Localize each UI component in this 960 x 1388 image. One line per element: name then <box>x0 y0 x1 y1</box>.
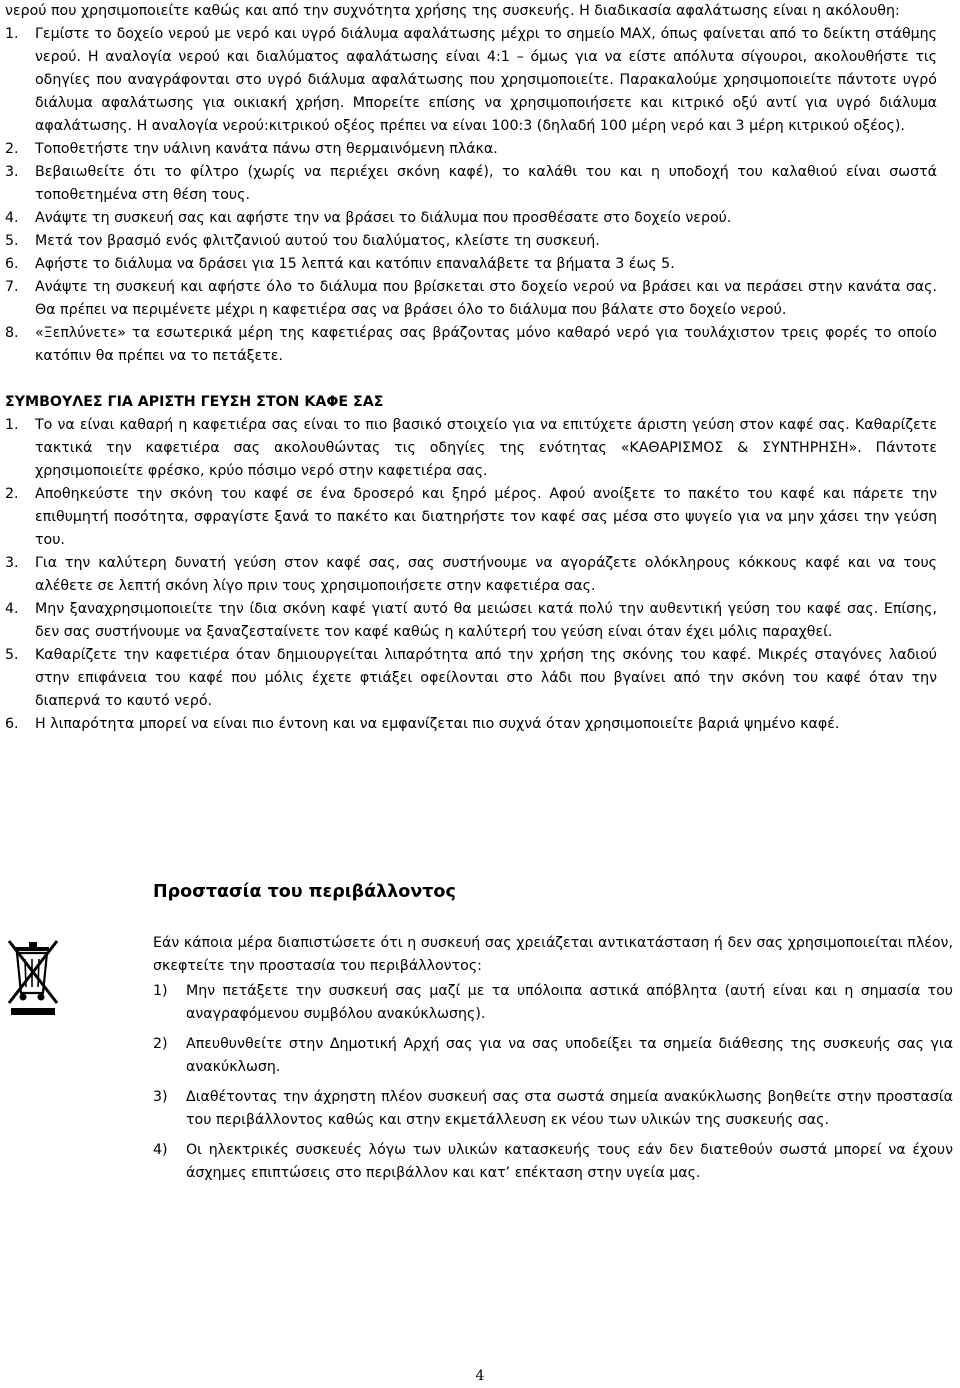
tip-item-text: Η λιπαρότητα μπορεί να είναι πιο έντονη και να εμφανίζεται πιο συχνά όταν χρησιμοποιείτε βαριά ψημένο καφέ. <box>35 716 840 732</box>
tip-item <box>5 598 937 644</box>
descaling-step-text: Μετά τον βρασμό ενός φλιτζανιού αυτού του διαλύματος, κλείστε τη συσκευή. <box>35 233 600 249</box>
environment-title: Προστασία του περιβάλλοντος <box>153 882 456 902</box>
tip-item <box>5 644 937 713</box>
tip-item-number: 5. <box>5 647 19 663</box>
descaling-step <box>5 138 937 161</box>
tip-item <box>5 414 937 483</box>
descaling-steps-list <box>5 23 937 368</box>
tip-item-number: 6. <box>5 716 19 732</box>
tip-item-text: Καθαρίζετε την καφετιέρα όταν δημιουργείται λιπαρότητα από την χρήση της σκόνης του καφέ. Μικρές σταγόνες λαδιού στην επιφάνεια του καφέ που μόλις έχετε φτιάξει οφείλονται στο λάδι που βγαίνει από την σκόνη του καφέ όταν την διαπερνά το καυτό νερό. <box>35 647 937 709</box>
document-page <box>5 0 937 736</box>
descaling-step-text: «Ξεπλύνετε» τα εσωτερικά μέρη της καφετιέρας σας βράζοντας μόνο καθαρό νερό για τουλάχιστον τρεις φορές το οποίο κατόπιν θα πρέπει να το πετάξετε. <box>35 325 937 364</box>
descaling-step <box>5 230 937 253</box>
descaling-step-number: 4. <box>5 210 19 226</box>
tip-item-number: 1. <box>5 417 19 433</box>
environment-intro: Εάν κάποια μέρα διαπιστώσετε ότι η συσκευή σας χρειάζεται αντικατάσταση ή δεν σας χρησιμοποιείται πλέον, σκεφτείτε την προστασία του περιβάλλοντος: <box>153 935 953 974</box>
page-number: 4 <box>475 1368 485 1384</box>
environment-item-text: Μην πετάξετε την συσκευή σας μαζί με τα υπόλοιπα αστικά απόβλητα (αυτή είναι και η σημασία του αναγραφόμενου συμβόλου ανακύκλωσης). <box>186 983 953 1022</box>
descaling-step <box>5 23 937 138</box>
descaling-step <box>5 276 937 322</box>
descaling-step-number: 2. <box>5 141 19 157</box>
tip-item-number: 2. <box>5 486 19 502</box>
descaling-step <box>5 161 937 207</box>
descaling-step <box>5 207 937 230</box>
descaling-step-text: Ανάψτε τη συσκευή σας και αφήστε την να βράσει το διάλυμα που προσθέσατε στο δοχείο νερού. <box>35 210 732 226</box>
descaling-step <box>5 253 937 276</box>
tip-item-text: Το να είναι καθαρή η καφετιέρα σας είναι το πιο βασικό στοιχείο για να επιτύχετε άριστη γεύση στον καφέ σας. Καθαρίζετε τακτικά την καφετιέρα σας ακολουθώντας τις οδηγίες της ενότητας «ΚΑΘΑΡΙΣΜΟΣ & ΣΥΝΤΗΡΗΣΗ». Πάντοτε χρησιμοποιείτε φρέσκο, κρύο πόσιμο νερό στην καφετιέρα σας. <box>35 417 937 479</box>
environment-item <box>153 980 953 1026</box>
tip-item-text: Αποθηκεύστε την σκόνη του καφέ σε ένα δροσερό και ξηρό μέρος. Αφού ανοίξετε το πακέτο του καφέ και πάρετε την επιθυμητή ποσότητα, σφραγίστε ξανά το πακέτο και διατηρήστε τον καφέ σας μέσα στο ψυγείο για να μην χάσει την γεύση του. <box>35 486 937 548</box>
descaling-step-number: 6. <box>5 256 19 272</box>
intro-paragraph: νερού που χρησιμοποιείτε καθώς και από την συχνότητα χρήσης της συσκευής. Η διαδικασία αφαλάτωσης είναι η ακόλουθη: <box>5 3 900 19</box>
environment-body <box>153 932 953 1185</box>
tip-item-number: 4. <box>5 601 19 617</box>
descaling-step <box>5 322 937 368</box>
environment-item-text: Οι ηλεκτρικές συσκευές λόγω των υλικών κατασκευής τους εάν δεν διατεθούν σωστά μπορεί να έχουν άσχημες επιπτώσεις στο περιβάλλον και κατ’ επέκταση στην υγεία μας. <box>186 1142 953 1181</box>
tip-item <box>5 713 937 736</box>
descaling-step-text: Βεβαιωθείτε ότι το φίλτρο (χωρίς να περιέχει σκόνη καφέ), το καλάθι του και η υποδοχή του καλαθιού είναι σωστά τοποθετημένα στη θέση τους. <box>35 164 937 203</box>
environment-item <box>153 1139 953 1185</box>
descaling-step-number: 8. <box>5 325 19 341</box>
tip-item <box>5 483 937 552</box>
environment-item-text: Απευθυνθείτε στην Δημοτική Αρχή σας για να σας υποδείξει τα σημεία διάθεσης της συσκευής σας για ανακύκλωση. <box>186 1036 953 1075</box>
descaling-step-number: 7. <box>5 279 19 295</box>
environment-list <box>153 980 953 1185</box>
environment-item-number: 2) <box>153 1036 168 1052</box>
environment-item <box>153 1086 953 1132</box>
descaling-step-text: Τοποθετήστε την υάλινη κανάτα πάνω στη θερμαινόμενη πλάκα. <box>35 141 498 157</box>
environment-item-number: 1) <box>153 983 168 999</box>
environment-item-text: Διαθέτοντας την άχρηστη πλέον συσκευή σας στα σωστά σημεία ανακύκλωσης βοηθείτε στην προστασία του περιβάλλοντος καθώς και στην εκμετάλλευση εκ νέου των υλικών της συσκευής σας. <box>186 1089 953 1128</box>
tip-item-text: Για την καλύτερη δυνατή γεύση στον καφέ σας, σας συστήνουμε να αγοράζετε ολόκληρους κόκκους καφέ και να τους αλέθετε σε λεπτή σκόνη λίγο πριν τους χρησιμοποιήσετε στην καφετιέρα σας. <box>35 555 937 594</box>
descaling-step-number: 5. <box>5 233 19 249</box>
descaling-step-number: 1. <box>5 26 19 42</box>
tips-list <box>5 414 937 736</box>
tips-heading: ΣΥΜΒΟΥΛΕΣ ΓΙΑ ΑΡΙΣΤΗ ΓΕΥΣΗ ΣΤΟΝ ΚΑΦΕ ΣΑΣ <box>5 394 384 410</box>
descaling-step-text: Ανάψτε τη συσκευή και αφήστε όλο το διάλυμα που βρίσκεται στο δοχείο νερού να βράσει και να περάσει στην κανάτα σας. Θα πρέπει να περιμένετε μέχρι η καφετιέρα σας να βράσει όλο το διάλυμα που βάλατε στο δοχείο νερού. <box>35 279 937 318</box>
environment-item-number: 4) <box>153 1142 168 1158</box>
tip-item-number: 3. <box>5 555 19 571</box>
tip-item <box>5 552 937 598</box>
descaling-step-number: 3. <box>5 164 19 180</box>
descaling-step-text: Αφήστε το διάλυμα να δράσει για 15 λεπτά και κατόπιν επαναλάβετε τα βήματα 3 έως 5. <box>35 256 675 272</box>
environment-item-number: 3) <box>153 1089 168 1105</box>
descaling-step-text: Γεμίστε το δοχείο νερού με νερό και υγρό διάλυμα αφαλάτωσης μέχρι το σημείο MAX, όπως φαίνεται από το δείκτη στάθμης νερού. Η αναλογία νερού και διαλύματος αφαλάτωσης είναι 4:1 – όμως για να είστε απόλυτα σίγουροι, ακολουθήστε τις οδηγίες που αναγράφονται στο υγρό διάλυμα αφαλάτωσης που χρησιμοποιείτε. Παρακαλούμε χρησιμοποιείτε πάντοτε υγρό διάλυμα αφαλάτωσης για οικιακή χρήση. Μπορείτε επίσης να χρησιμοποιήσετε και κιτρικό οξύ αντί για υγρό διάλυμα αφαλάτωσης. Η αναλογία νερού:κιτρικού οξέος πρέπει να είναι 100:3 (δηλαδή 100 μέρη νερό και 3 μέρη κιτρικού οξέος). <box>35 26 937 134</box>
crossed-out-wheelie-bin-icon <box>5 937 63 1017</box>
environment-item <box>153 1033 953 1079</box>
tip-item-text: Μην ξαναχρησιμοποιείτε την ίδια σκόνη καφέ γιατί αυτό θα μειώσει κατά πολύ την αυθεντική γεύση του καφέ σας. Επίσης, δεν σας συστήνουμε να ξαναζεσταίνετε τον καφέ καθώς η καλύτερή του γεύση είναι όταν έχει μόλις παραχθεί. <box>35 601 937 640</box>
